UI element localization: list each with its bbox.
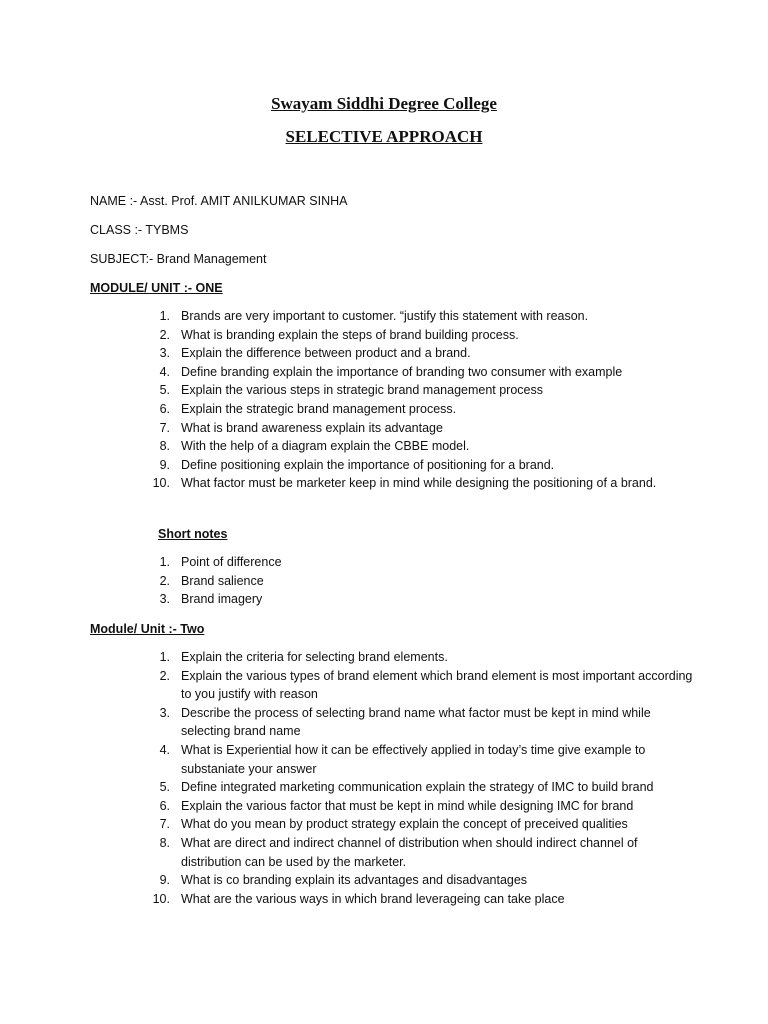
- short-notes-list: [140, 553, 700, 609]
- item-text: Explain the various steps in strategic brand management process: [181, 383, 543, 398]
- list-item: [140, 890, 700, 909]
- item-text: Explain the strategic brand management process.: [181, 401, 457, 416]
- item-number: 1.: [159, 650, 170, 664]
- item-text: Brand imagery: [181, 592, 263, 607]
- item-number: 7.: [159, 817, 170, 832]
- item-text: Explain the various types of brand element which brand element is most important according to you justify with reason: [181, 668, 693, 702]
- item-number: 5.: [159, 780, 170, 795]
- item-text: Point of difference: [181, 555, 282, 569]
- item-number: 5.: [159, 383, 170, 398]
- list-item: [140, 553, 700, 572]
- item-number: 2.: [159, 668, 170, 683]
- item-text: Define integrated marketing communication explain the strategy of IMC to build brand: [181, 780, 654, 795]
- list-item: [140, 667, 700, 704]
- item-text: What is brand awareness explain its advantage: [181, 420, 443, 435]
- item-number: 6.: [159, 798, 170, 813]
- list-item: [140, 307, 700, 326]
- list-item: [140, 437, 700, 456]
- item-number: 10.: [152, 891, 170, 906]
- list-item: [140, 381, 700, 400]
- list-item: [140, 797, 700, 816]
- item-text: Explain the various factor that must be kept in mind while designing IMC for brand: [181, 798, 634, 813]
- class-line: CLASS :- TYBMS: [90, 223, 189, 237]
- item-number: 6.: [159, 401, 170, 416]
- module-two-heading: Module/ Unit :- Two: [90, 622, 205, 636]
- item-number: 2.: [159, 327, 170, 342]
- list-item: [140, 344, 700, 363]
- item-number: 9.: [159, 873, 170, 888]
- item-text: What is branding explain the steps of brand building process.: [181, 327, 519, 342]
- item-text: Explain the difference between product and a brand.: [181, 346, 471, 361]
- item-text: What is Experiential how it can be effectively applied in today’s time give example to substaniate your answer: [181, 742, 646, 776]
- item-number: 1.: [159, 309, 170, 323]
- item-number: 2.: [159, 573, 170, 588]
- document-title: SELECTIVE APPROACH: [285, 127, 483, 146]
- item-number: 3.: [159, 705, 170, 720]
- item-number: 8.: [159, 835, 170, 850]
- list-item: [140, 474, 700, 493]
- list-item: [140, 590, 700, 609]
- item-text: Define positioning explain the importance of positioning for a brand.: [181, 457, 555, 472]
- item-text: Define branding explain the importance of branding two consumer with example: [181, 364, 623, 379]
- item-text: What are direct and indirect channel of distribution when should indirect channel of distribution can be used by the marketer.: [181, 835, 638, 869]
- college-name: Swayam Siddhi Degree College: [271, 94, 497, 113]
- item-text: Describe the process of selecting brand name what factor must be kept in mind while selecting brand name: [181, 705, 651, 739]
- module-one-heading: MODULE/ UNIT :- ONE: [90, 281, 223, 295]
- item-text: What do you mean by product strategy explain the concept of preceived qualities: [181, 817, 628, 832]
- item-text: What is co branding explain its advantages and disadvantages: [181, 873, 528, 888]
- module-two-questions: [140, 648, 700, 908]
- item-number: 7.: [159, 420, 170, 435]
- item-number: 10.: [152, 476, 170, 491]
- subject-line: SUBJECT:- Brand Management: [90, 252, 267, 266]
- list-item: [140, 363, 700, 382]
- item-number: 4.: [159, 364, 170, 379]
- list-item: [140, 572, 700, 591]
- item-number: 8.: [159, 439, 170, 454]
- list-item: [140, 326, 700, 345]
- item-number: 9.: [159, 457, 170, 472]
- list-item: [140, 704, 700, 741]
- list-item: [140, 400, 700, 419]
- list-item: [140, 834, 700, 871]
- list-item: [140, 871, 700, 890]
- teacher-name: NAME :- Asst. Prof. AMIT ANILKUMAR SINHA: [90, 194, 348, 208]
- item-text: What factor must be marketer keep in mind while designing the positioning of a brand.: [181, 476, 657, 491]
- list-item: [140, 815, 700, 834]
- item-number: 3.: [159, 346, 170, 361]
- item-text: Explain the criteria for selecting brand elements.: [181, 650, 448, 664]
- list-item: [140, 648, 700, 667]
- item-text: What are the various ways in which brand leverageing can take place: [181, 891, 565, 906]
- list-item: [140, 778, 700, 797]
- item-number: 1.: [159, 555, 170, 569]
- item-text: Brands are very important to customer. “justify this statement with reason.: [181, 309, 589, 323]
- list-item: [140, 456, 700, 475]
- item-text: With the help of a diagram explain the CBBE model.: [181, 439, 470, 454]
- list-item: [140, 419, 700, 438]
- module-one-questions: [140, 307, 700, 493]
- item-text: Brand salience: [181, 573, 264, 588]
- item-number: 3.: [159, 592, 170, 607]
- list-item: [140, 741, 700, 778]
- item-number: 4.: [159, 742, 170, 757]
- short-notes-heading: Short notes: [158, 527, 228, 541]
